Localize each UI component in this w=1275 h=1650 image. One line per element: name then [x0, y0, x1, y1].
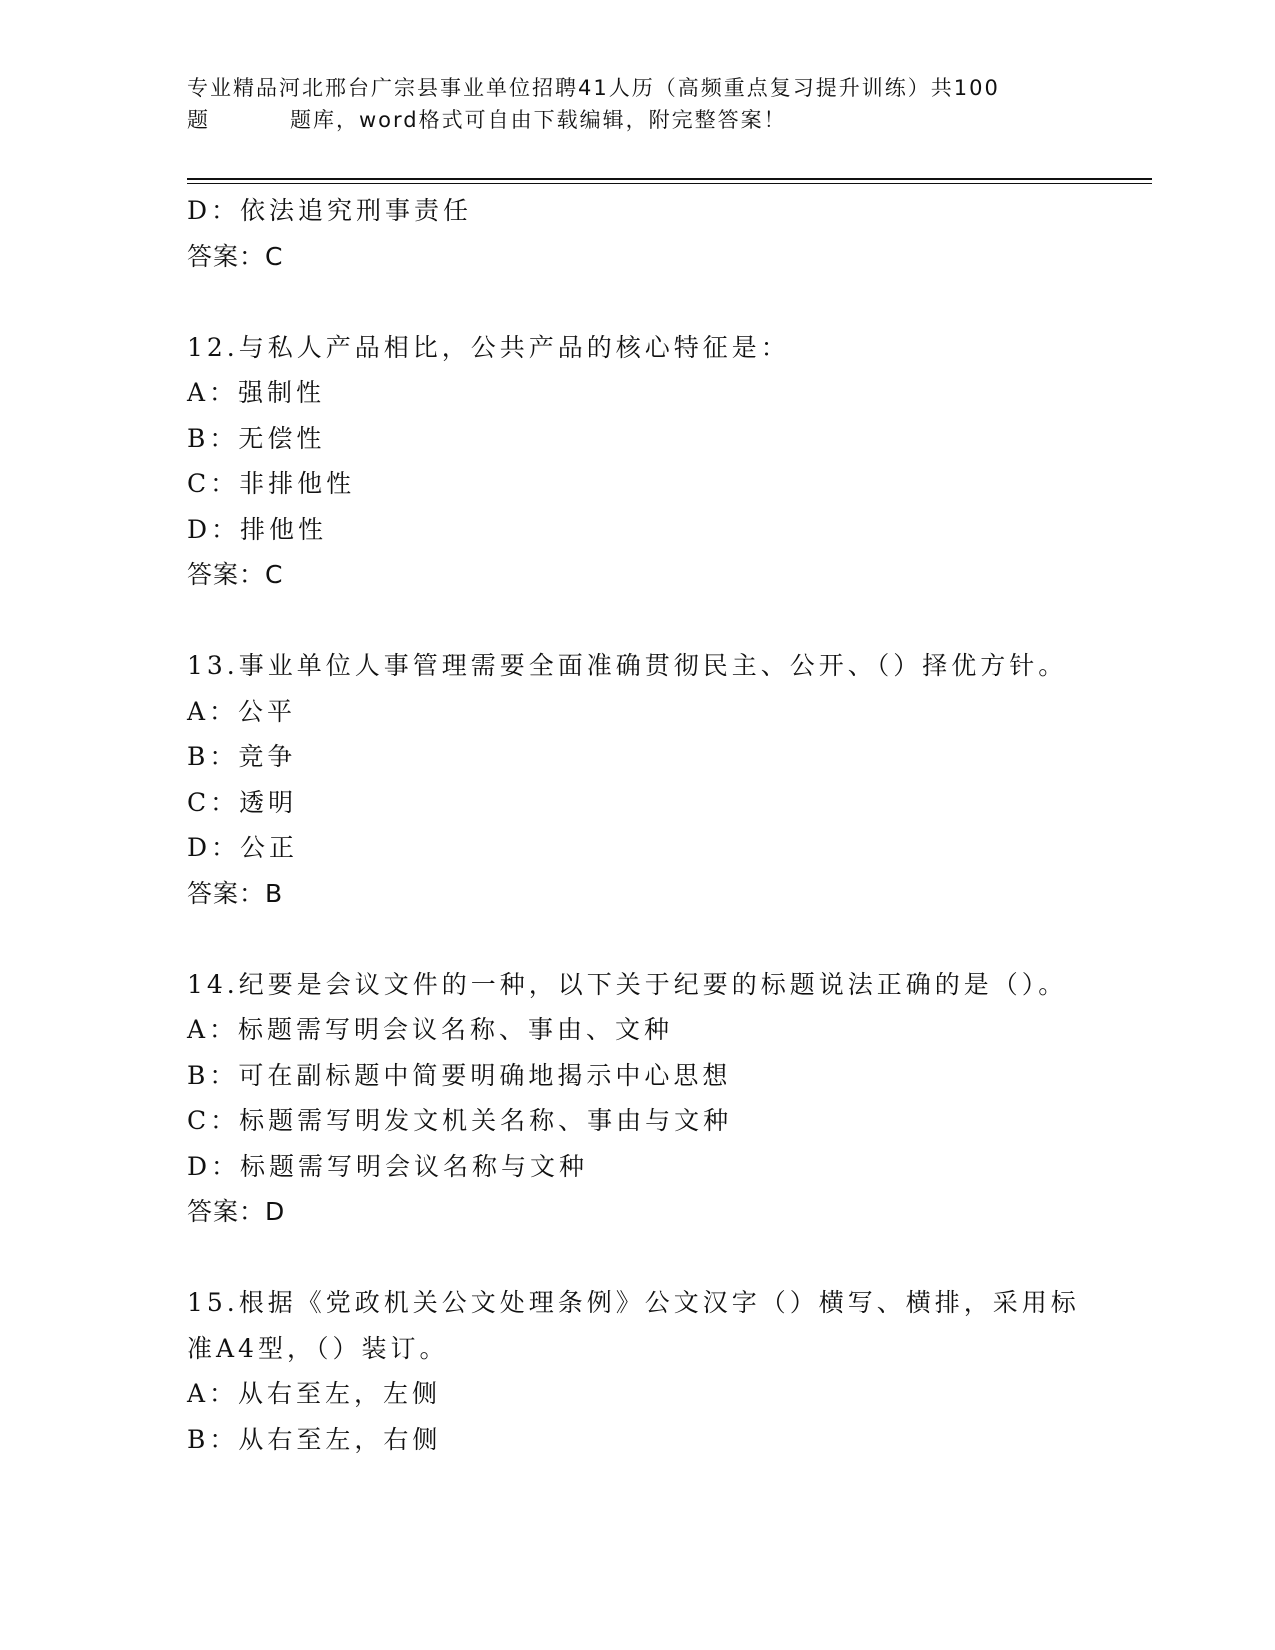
option-d: D：依法追究刑事责任 — [187, 196, 473, 225]
document-body — [187, 188, 1147, 1462]
header-title-tail: 题库，word格式可自由下载编辑，附完整答案！ — [290, 108, 787, 132]
header-title-fragment: 题 — [187, 108, 210, 132]
header-divider-thin — [187, 183, 1152, 184]
option-a: A：公平 — [187, 696, 297, 726]
spacer — [187, 1235, 1147, 1281]
spacer — [187, 598, 1147, 644]
answer-line: 答案：B — [187, 878, 284, 908]
header-title-line-2 — [187, 104, 1087, 136]
option-c: C：标题需写明发文机关名称、事由与文种 — [187, 1106, 733, 1135]
question-11-tail — [187, 188, 1147, 279]
question-15 — [187, 1280, 1147, 1462]
option-c: C：透明 — [187, 787, 298, 817]
option-c: C：非排他性 — [187, 469, 356, 498]
option-d: D：排他性 — [187, 514, 328, 544]
option-a: A：强制性 — [187, 378, 326, 407]
question-stem-line-1: 15.根据《党政机关公文处理条例》公文汉字（）横写、横排，采用标 — [187, 1288, 1080, 1317]
answer-line: 答案：C — [187, 241, 284, 271]
question-12 — [187, 325, 1147, 598]
answer-line: 答案：C — [187, 560, 284, 589]
option-a: A：标题需写明会议名称、事由、文种 — [187, 1015, 674, 1044]
option-b: B：从右至左，右侧 — [187, 1424, 442, 1454]
option-b: B：竞争 — [187, 742, 297, 771]
answer-line: 答案：D — [187, 1197, 286, 1226]
header-title-line-1: 专业精品河北邢台广宗县事业单位招聘41人历（高频重点复习提升训练）共100 — [187, 76, 1000, 100]
question-stem: 13.事业单位人事管理需要全面准确贯彻民主、公开、（）择优方针。 — [187, 651, 1068, 680]
question-14 — [187, 962, 1147, 1235]
question-13 — [187, 643, 1147, 916]
question-stem: 14.纪要是会议文件的一种，以下关于纪要的标题说法正确的是（）。 — [187, 969, 1068, 999]
question-stem-line-2: 准A4型，（）装订。 — [187, 1333, 449, 1363]
question-stem: 12.与私人产品相比，公共产品的核心特征是： — [187, 332, 790, 362]
spacer — [187, 916, 1147, 962]
header-divider-thick — [187, 178, 1152, 180]
document-header — [187, 72, 1087, 136]
spacer — [187, 279, 1147, 325]
option-b: B：可在副标题中简要明确地揭示中心思想 — [187, 1060, 732, 1090]
option-a: A：从右至左，左侧 — [187, 1379, 442, 1408]
option-d: D：标题需写明会议名称与文种 — [187, 1151, 589, 1181]
option-b: B：无偿性 — [187, 423, 326, 453]
option-d: D：公正 — [187, 833, 299, 862]
